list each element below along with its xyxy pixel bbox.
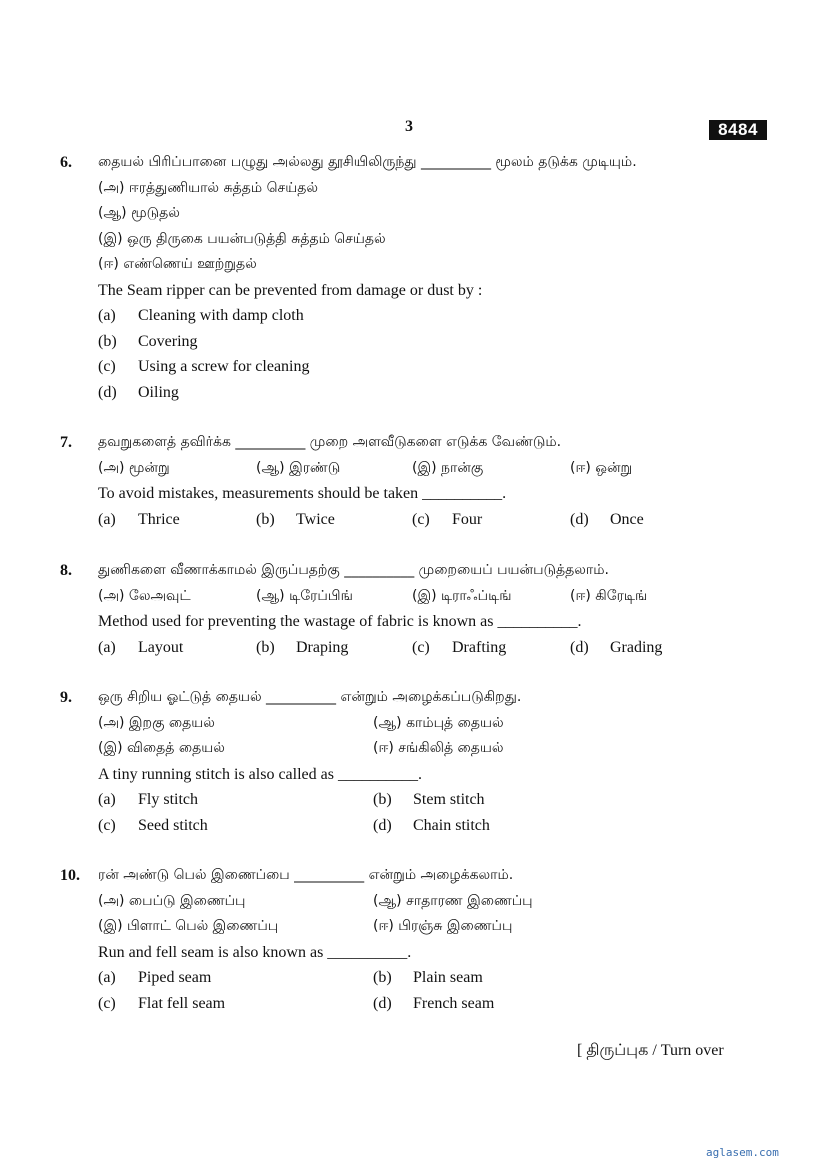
watermark: aglasem.com [706, 1146, 779, 1159]
option-b: (b) Twice [256, 510, 335, 528]
option-c: (c) Four [412, 510, 483, 528]
option-b: (b) Plain seam [373, 969, 483, 986]
tamil-option: (ஆ) மூடுதல் [98, 205, 180, 221]
tamil-option: (ஈ) எண்ணெய் ஊற்றுதல் [98, 256, 257, 272]
turn-over-note: [ திருப்புக / Turn over [577, 1042, 724, 1059]
question-tamil: ஒரு சிறிய ஓட்டுத் தையல் __________ என்றும் அழைக்கப்படுகிறது. [98, 689, 522, 705]
question-tamil: தவறுகளைத் தவிர்க்க __________ முறை அளவீடுகளை எடுக்க வேண்டும். [98, 434, 562, 450]
question-number: 7. [60, 434, 72, 451]
tamil-option: (ஆ) இரண்டு [256, 459, 341, 476]
option-a: (a) Layout [98, 638, 184, 656]
tamil-option: (ஆ) டிரேப்பிங் [256, 587, 353, 604]
page-number: 3 [405, 118, 413, 135]
tamil-option: (ஈ) சங்கிலித் தையல் [373, 740, 504, 756]
question-english: A tiny running stitch is also called as __________. [98, 765, 422, 783]
question-english: Method used for preventing the wastage of fabric is known as __________. [98, 613, 582, 630]
question-tamil: ரன் அண்டு பெல் இணைப்பை __________ என்றும் அழைக்கலாம். [98, 867, 514, 883]
option-d: (d) French seam [373, 994, 495, 1012]
option-a: (a) Cleaning with damp cloth [98, 307, 304, 324]
option-d: (d) Once [570, 510, 644, 528]
tamil-option: (ஆ) சாதாரண இணைப்பு [373, 892, 533, 909]
question-10 [60, 863, 780, 1016]
option-b: (b) Stem stitch [373, 791, 485, 808]
option-c: (c) Drafting [412, 638, 507, 656]
question-english: Run and fell seam is also known as __________. [98, 943, 412, 961]
tamil-option: (அ) மூன்று [98, 459, 170, 476]
tamil-option: (அ) பைப்டு இணைப்பு [98, 892, 246, 909]
question-english: To avoid mistakes, measurements should be taken __________. [98, 485, 507, 502]
tamil-option: (அ) ஈரத்துணியால் சுத்தம் செய்தல் [98, 179, 318, 196]
option-a: (a) Fly stitch [98, 791, 199, 808]
question-number: 9. [60, 689, 72, 706]
question-9 [60, 685, 780, 838]
tamil-option: (இ) விதைத் தையல் [98, 740, 225, 756]
option-a: (a) Piped seam [98, 969, 212, 986]
tamil-option: (ஈ) கிரேடிங் [570, 587, 648, 604]
question-tamil: தையல் பிரிப்பானை பழுது அல்லது தூசியிலிருந்து __________ மூலம் தடுக்க முடியும். [98, 154, 637, 170]
question-english: The Seam ripper can be prevented from damage or dust by : [98, 281, 483, 299]
question-6 [60, 150, 780, 405]
tamil-option: (இ) டிராஃப்டிங் [412, 587, 512, 604]
option-d: (d) Grading [570, 638, 663, 656]
question-7 [60, 430, 780, 532]
question-tamil: துணிகளை வீணாக்காமல் இருப்பதற்கு __________ முறையைப் பயன்படுத்தலாம். [98, 562, 609, 578]
tamil-option: (அ) லேஅவுட் [98, 587, 191, 604]
option-d: (d) Oiling [98, 383, 179, 401]
paper-code-badge: 8484 [709, 120, 767, 140]
option-b: (b) Draping [256, 638, 349, 656]
tamil-option: (இ) நான்கு [412, 459, 484, 476]
tamil-option: (ஆ) காம்புத் தையல் [373, 714, 504, 731]
question-number: 6. [60, 154, 72, 171]
option-b: (b) Covering [98, 332, 198, 350]
option-c: (c) Using a screw for cleaning [98, 358, 310, 375]
option-c: (c) Seed stitch [98, 816, 208, 834]
tamil-option: (இ) ஒரு திருகை பயன்படுத்தி சுத்தம் செய்தல் [98, 230, 386, 247]
question-8 [60, 558, 780, 660]
option-d: (d) Chain stitch [373, 816, 490, 834]
option-c: (c) Flat fell seam [98, 994, 226, 1012]
question-number: 8. [60, 562, 72, 579]
tamil-option: (ஈ) ஒன்று [570, 459, 633, 476]
question-number: 10. [60, 867, 80, 884]
tamil-option: (ஈ) பிரஞ்சு இணைப்பு [373, 918, 513, 934]
tamil-option: (இ) பிளாட் பெல் இணைப்பு [98, 918, 279, 934]
option-a: (a) Thrice [98, 510, 180, 528]
tamil-option: (அ) இறகு தையல் [98, 714, 215, 731]
